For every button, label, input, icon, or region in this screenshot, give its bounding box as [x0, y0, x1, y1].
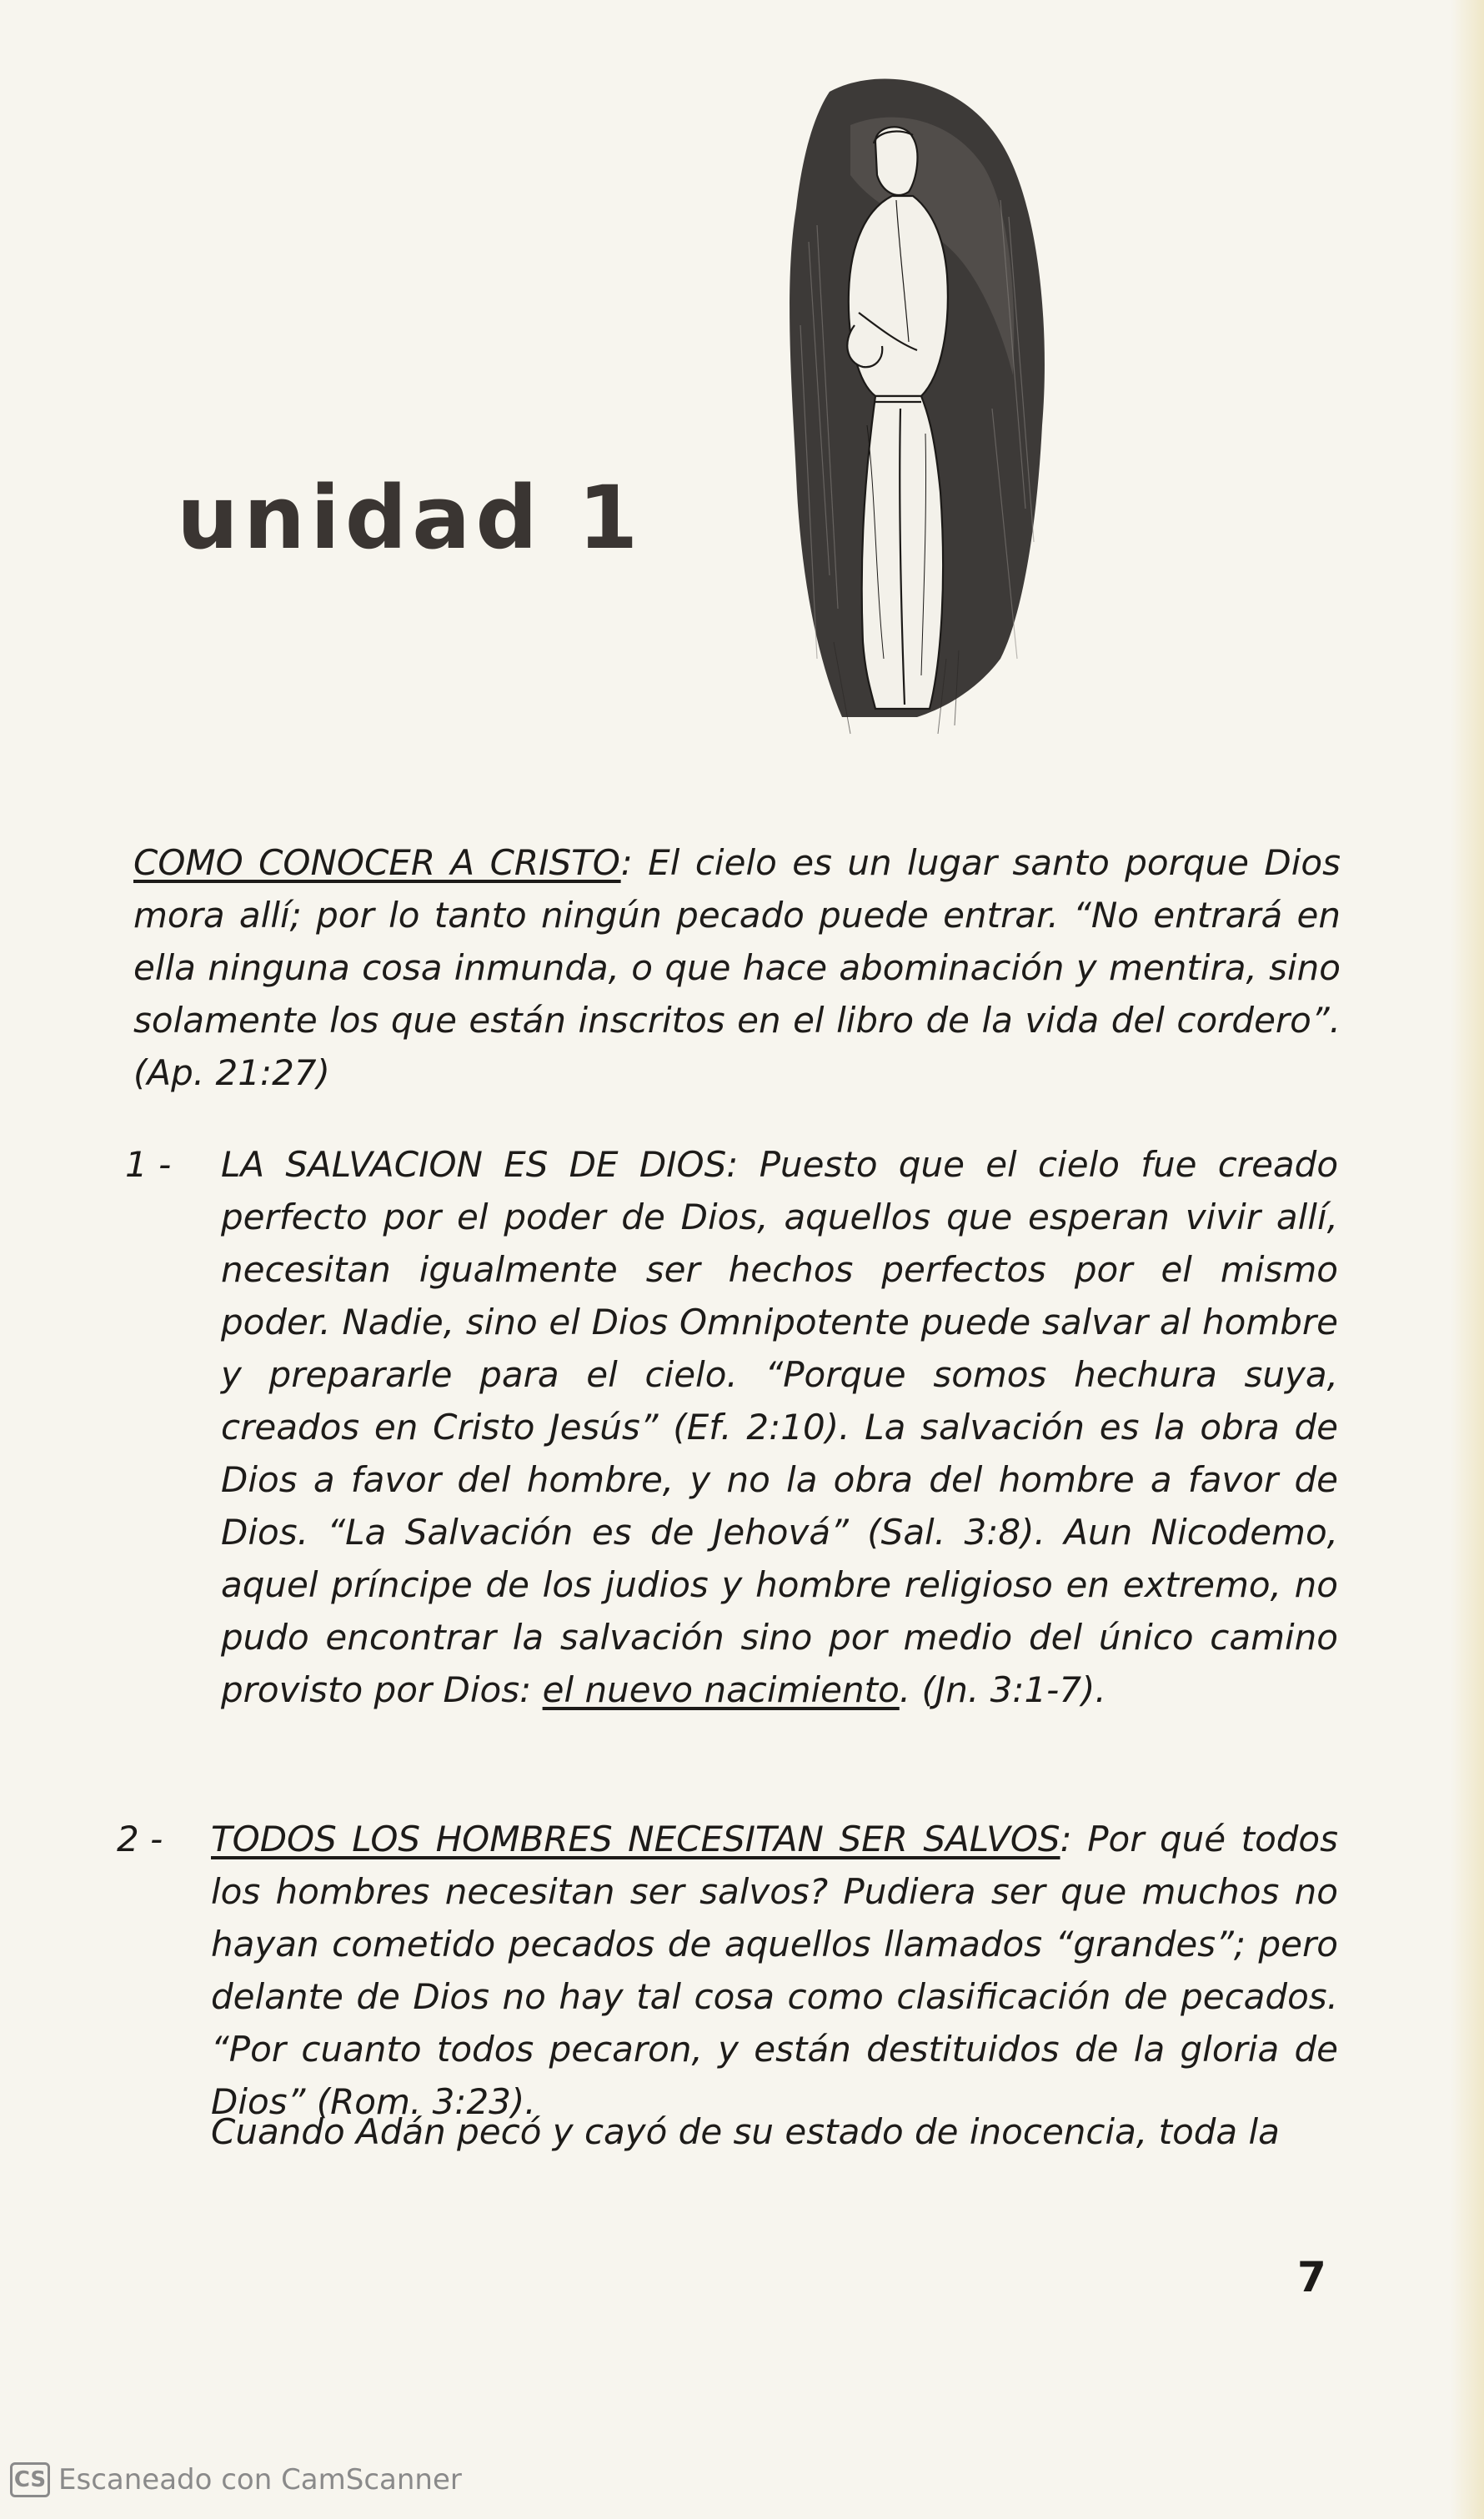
camscanner-logo-icon: CS	[10, 2462, 50, 2497]
unit-title: unidad 1	[177, 467, 644, 569]
list-item-1-heading: LA SALVACION ES DE DIOS	[221, 1144, 727, 1185]
list-item-1-body: : Puesto que el cielo fue creado perfecto por el poder de Dios, aquellos que esperan vivir allí, necesitan igualmente ser hechos perfectos por el mismo poder. Nadie, sino el Dios Omnipotente puede salvar al hombre y prepararle para el cielo. “Porque somos hechura suya, creados en Cristo Jesús” (Ef. 2:10). La salvación es la obra de Dios a favor del hombre, y no la obra del hombre a favor de Dios. “La Salvación es de Jehová” (Sal. 3:8). Aun Nicodemo, aquel príncipe de los judios y hombre religioso en extremo, no pudo encontrar la salvación sino por medio del único camino provisto por Dios:	[221, 1144, 1339, 1710]
praying-man-illustration	[750, 75, 1059, 742]
list-item-1-text	[221, 1138, 1338, 1716]
intro-body: : El cielo es un lugar santo porque Dios mora allí; por lo tanto ningún pecado puede entrar. “No entrará en ella ninguna cosa inmunda, o que hace abominación y mentira, sino solamente los que están inscritos en el libro de la vida del cordero”. (Ap. 21:27)	[133, 842, 1341, 1093]
intro-paragraph	[133, 836, 1341, 1099]
page-number: 7	[1297, 2253, 1326, 2301]
list-item-2-heading: TODOS LOS HOMBRES NECESITAN SER SALVOS	[211, 1819, 1060, 1859]
list-item-2-number: 2 -	[117, 1819, 163, 1859]
list-item-2-text	[211, 1813, 1338, 2128]
continuation-paragraph: Cuando Adán pecó y cayó de su estado de inocencia, toda la	[211, 2111, 1280, 2152]
page-edge-shadow	[1451, 0, 1484, 2519]
list-item-2-body: : Por qué todos los hombres necesitan ser salvos? Pudiera ser que muchos no hayan cometido pecados de aquellos llamados “grandes”; pero delante de Dios no hay tal cosa como clasificación de pecados. “Por cuanto todos pecaron, y están destituidos de la gloria de Dios” (Rom. 3:23).	[211, 1819, 1339, 2122]
list-item-1-emphasis: el nuevo nacimiento	[542, 1669, 900, 1710]
camscanner-watermark	[10, 2458, 462, 2501]
list-item-1-number: 1 -	[125, 1144, 172, 1185]
watermark-text: Escaneado con CamScanner	[58, 2463, 462, 2496]
list-item-1-body-end: . (Jn. 3:1-7).	[899, 1669, 1106, 1710]
intro-heading: COMO CONOCER A CRISTO	[133, 842, 621, 883]
